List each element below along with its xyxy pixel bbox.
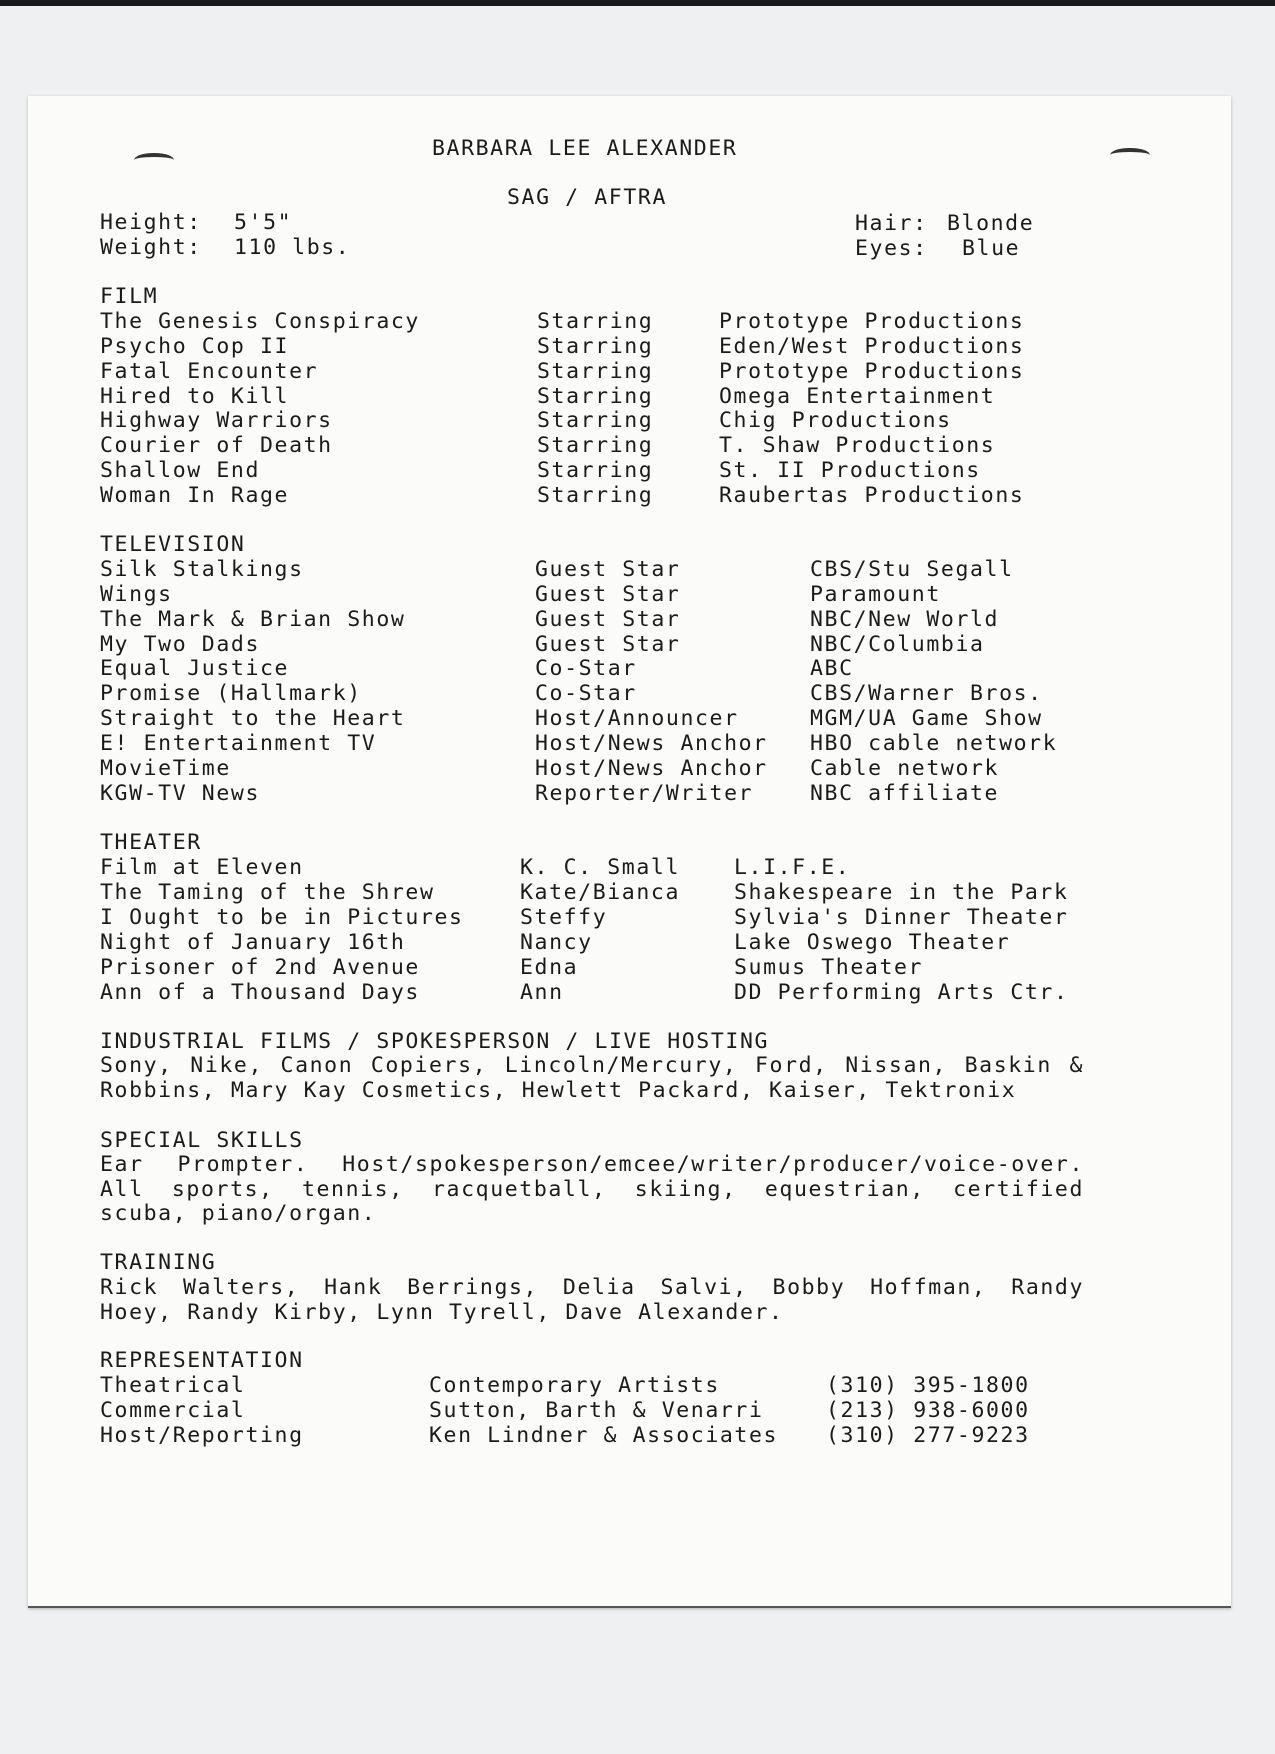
- credit-company: Cable network: [810, 756, 1000, 781]
- credit-title: Film at Eleven: [100, 855, 304, 880]
- credit-company: CBS/Stu Segall: [810, 557, 1014, 582]
- credit-company: DD Performing Arts Ctr.: [734, 980, 1069, 1005]
- credit-role: Guest Star: [535, 557, 681, 582]
- credit-company: Prototype Productions: [719, 309, 1025, 334]
- resume-page: [28, 96, 1231, 1608]
- industrial-heading: INDUSTRIAL FILMS / SPOKESPERSON / LIVE HOSTING: [100, 1029, 770, 1054]
- credit-role: Host/News Anchor: [535, 756, 768, 781]
- union-affiliation: SAG / AFTRA: [507, 185, 667, 210]
- industrial-clients: Sony, Nike, Canon Copiers, Lincoln/Mercury, Ford, Nissan, Baskin & Robbins, Mary Kay Cosmetics, Hewlett Packard, Kaiser, Tektronix: [100, 1053, 1084, 1103]
- hair-label: Hair:: [855, 211, 928, 236]
- eyes-value: Blue: [962, 236, 1021, 261]
- credit-role: Starring: [537, 309, 654, 334]
- television-heading: TELEVISION: [100, 532, 246, 557]
- rep-phone: (310) 277-9223: [826, 1423, 1030, 1448]
- film-heading: FILM: [100, 284, 159, 309]
- credit-title: Wings: [100, 582, 173, 607]
- credit-role: Kate/Bianca: [520, 880, 680, 905]
- rep-agency: Contemporary Artists: [429, 1373, 720, 1398]
- representation-heading: REPRESENTATION: [100, 1348, 304, 1373]
- credit-company: ABC: [810, 656, 854, 681]
- credit-title: Shallow End: [100, 458, 260, 483]
- credit-title: I Ought to be in Pictures: [100, 905, 464, 930]
- credit-role: Edna: [520, 955, 579, 980]
- credit-company: NBC/New World: [810, 607, 1000, 632]
- special-skills-text: Ear Prompter. Host/spokesperson/emcee/writer/producer/voice-over. All sports, tennis, racquetball, skiing, equestrian, certified scuba, piano/organ.: [100, 1152, 1084, 1226]
- credit-company: Paramount: [810, 582, 941, 607]
- credit-role: Starring: [537, 334, 654, 359]
- eyes-label: Eyes:: [855, 236, 928, 261]
- credit-role: Steffy: [520, 905, 608, 930]
- credit-role: Co-Star: [535, 681, 637, 706]
- credit-title: Promise (Hallmark): [100, 681, 362, 706]
- credit-role: Starring: [537, 433, 654, 458]
- actor-name: BARBARA LEE ALEXANDER: [432, 136, 738, 161]
- training-heading: TRAINING: [100, 1250, 217, 1275]
- credit-title: Highway Warriors: [100, 408, 333, 433]
- credit-company: Sumus Theater: [734, 955, 924, 980]
- credit-title: Prisoner of 2nd Avenue: [100, 955, 420, 980]
- rep-type: Host/Reporting: [100, 1423, 304, 1448]
- rep-type: Commercial: [100, 1398, 246, 1423]
- credit-title: E! Entertainment TV: [100, 731, 377, 756]
- credit-company: CBS/Warner Bros.: [810, 681, 1043, 706]
- credit-company: HBO cable network: [810, 731, 1058, 756]
- credit-company: Omega Entertainment: [719, 384, 996, 409]
- credit-role: Ann: [520, 980, 564, 1005]
- rep-phone: (310) 395-1800: [826, 1373, 1030, 1398]
- credit-title: The Taming of the Shrew: [100, 880, 435, 905]
- credit-role: Guest Star: [535, 607, 681, 632]
- credit-title: The Genesis Conspiracy: [100, 309, 420, 334]
- credit-role: Host/Announcer: [535, 706, 739, 731]
- training-text: Rick Walters, Hank Berrings, Delia Salvi, Bobby Hoffman, Randy Hoey, Randy Kirby, Lynn Tyrell, Dave Alexander.: [100, 1275, 1084, 1325]
- credit-title: Ann of a Thousand Days: [100, 980, 420, 1005]
- credit-title: My Two Dads: [100, 632, 260, 657]
- rep-type: Theatrical: [100, 1373, 246, 1398]
- theater-heading: THEATER: [100, 830, 202, 855]
- special-skills-heading: SPECIAL SKILLS: [100, 1128, 304, 1153]
- credit-title: Hired to Kill: [100, 384, 290, 409]
- credit-title: KGW-TV News: [100, 781, 260, 806]
- credit-company: Lake Oswego Theater: [734, 930, 1011, 955]
- credit-role: Starring: [537, 483, 654, 508]
- credit-company: Eden/West Productions: [719, 334, 1025, 359]
- credit-role: Reporter/Writer: [535, 781, 754, 806]
- scan-top-edge: [0, 0, 1275, 6]
- rep-phone: (213) 938-6000: [826, 1398, 1030, 1423]
- rep-agency: Sutton, Barth & Venarri: [429, 1398, 764, 1423]
- credit-company: Shakespeare in the Park: [734, 880, 1069, 905]
- weight-label: Weight:: [100, 235, 202, 260]
- credit-company: NBC/Columbia: [810, 632, 985, 657]
- credit-role: Co-Star: [535, 656, 637, 681]
- credit-role: Guest Star: [535, 632, 681, 657]
- credit-company: Chig Productions: [719, 408, 952, 433]
- staple-mark-right: [1110, 148, 1150, 162]
- credit-role: Nancy: [520, 930, 593, 955]
- credit-title: Fatal Encounter: [100, 359, 319, 384]
- credit-title: Straight to the Heart: [100, 706, 406, 731]
- credit-company: Prototype Productions: [719, 359, 1025, 384]
- credit-role: Starring: [537, 384, 654, 409]
- credit-title: MovieTime: [100, 756, 231, 781]
- credit-role: Guest Star: [535, 582, 681, 607]
- height-value: 5'5": [234, 210, 293, 235]
- credit-company: T. Shaw Productions: [719, 433, 996, 458]
- credit-company: Sylvia's Dinner Theater: [734, 905, 1069, 930]
- credit-title: Courier of Death: [100, 433, 333, 458]
- weight-value: 110 lbs.: [234, 235, 351, 260]
- credit-company: St. II Productions: [719, 458, 981, 483]
- rep-agency: Ken Lindner & Associates: [429, 1423, 779, 1448]
- credit-role: Starring: [537, 458, 654, 483]
- credit-role: K. C. Small: [520, 855, 680, 880]
- credit-title: Night of January 16th: [100, 930, 406, 955]
- staple-mark-left: [134, 153, 174, 167]
- credit-company: MGM/UA Game Show: [810, 706, 1043, 731]
- credit-title: Woman In Rage: [100, 483, 290, 508]
- credit-company: L.I.F.E.: [734, 855, 851, 880]
- credit-company: Raubertas Productions: [719, 483, 1025, 508]
- credit-role: Host/News Anchor: [535, 731, 768, 756]
- credit-role: Starring: [537, 408, 654, 433]
- credit-title: Silk Stalkings: [100, 557, 304, 582]
- credit-title: The Mark & Brian Show: [100, 607, 406, 632]
- credit-title: Psycho Cop II: [100, 334, 290, 359]
- height-label: Height:: [100, 210, 202, 235]
- credit-company: NBC affiliate: [810, 781, 1000, 806]
- credit-title: Equal Justice: [100, 656, 290, 681]
- credit-role: Starring: [537, 359, 654, 384]
- hair-value: Blonde: [947, 211, 1035, 236]
